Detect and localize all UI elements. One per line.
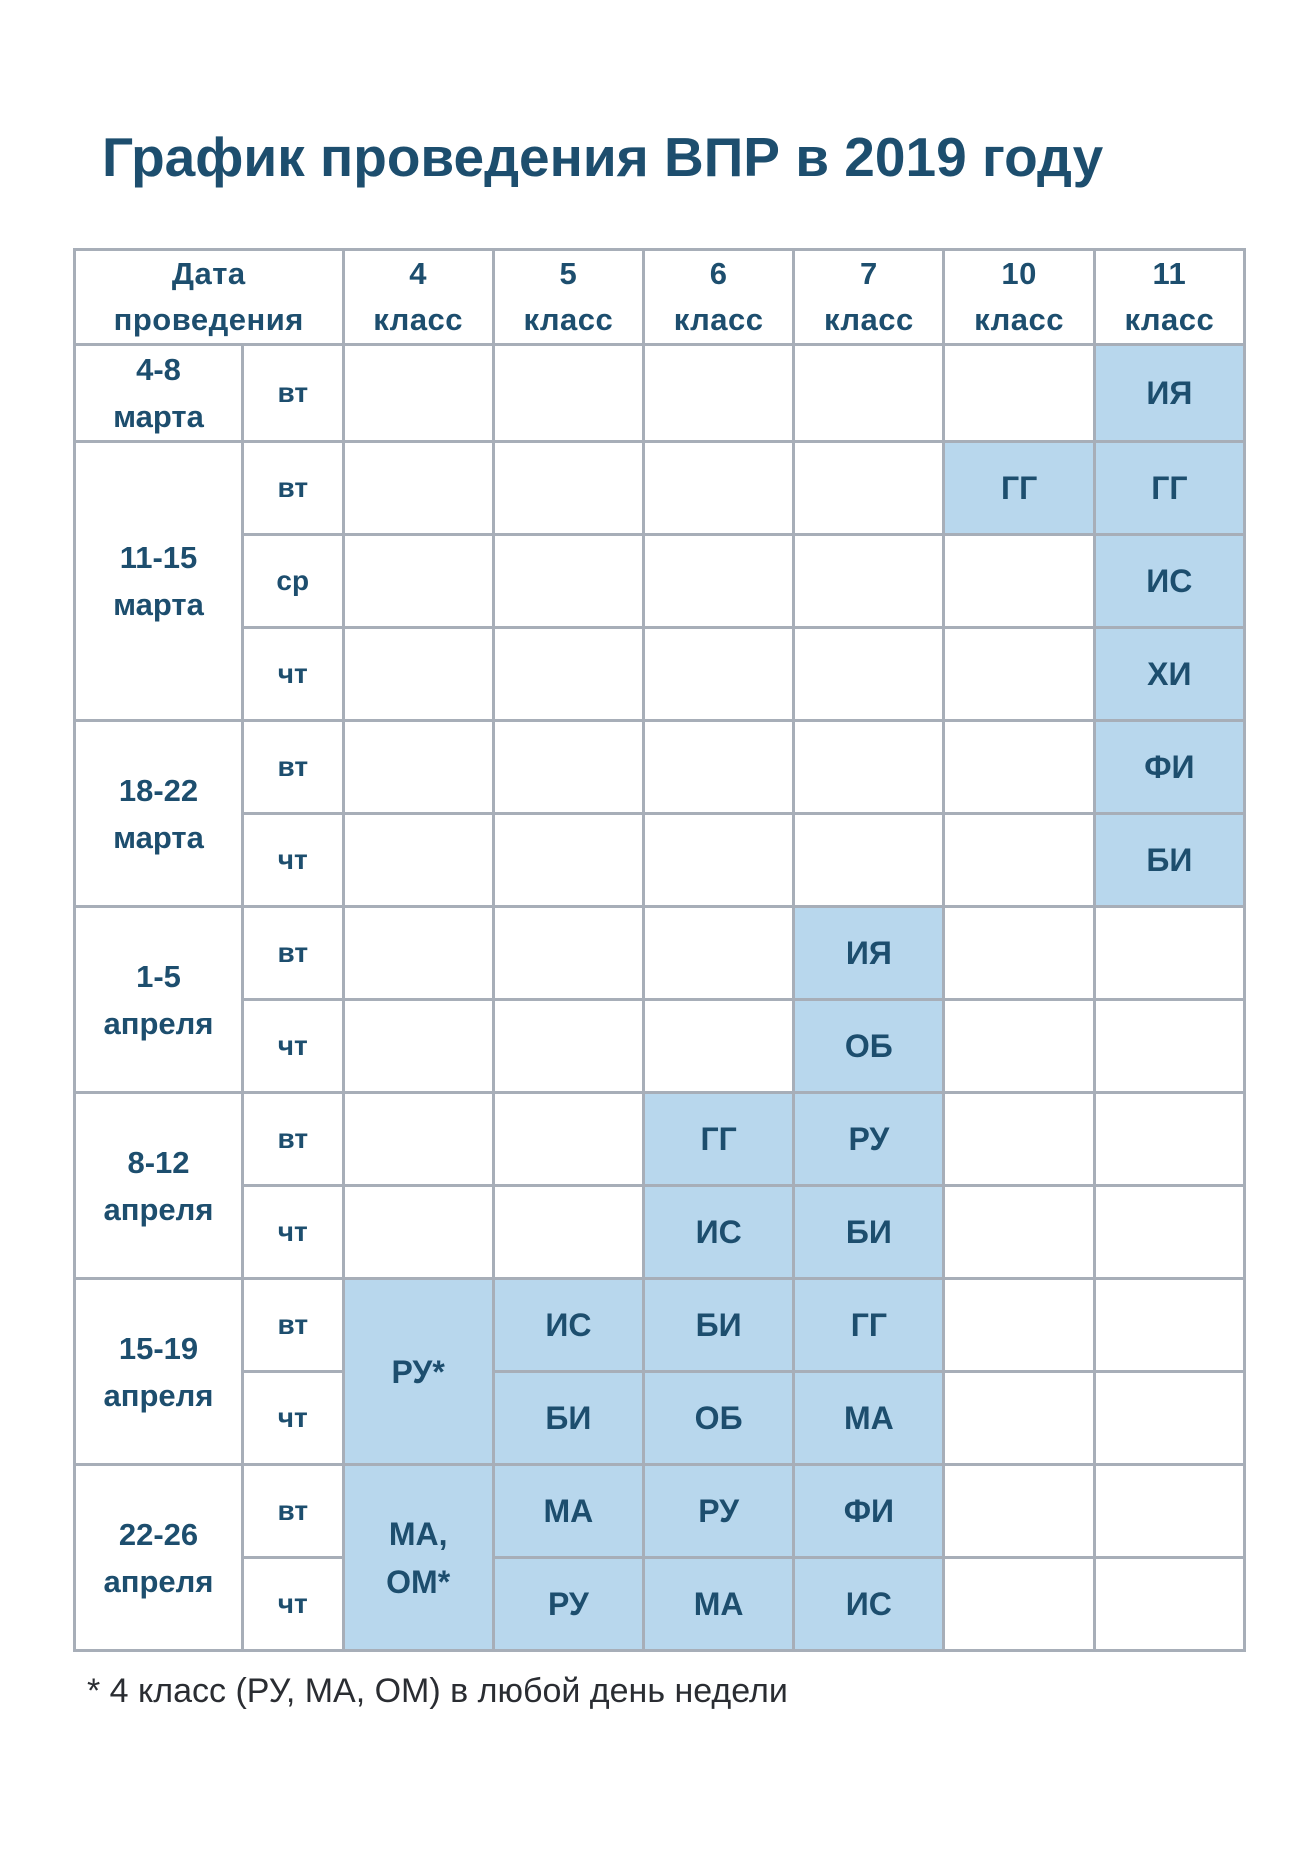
week-date-line2: апреля: [103, 1191, 214, 1227]
grade-cell: [493, 907, 643, 1000]
table-row: [75, 907, 1245, 1000]
header-grade-5: [493, 250, 643, 345]
subject-cell: МА: [644, 1558, 794, 1651]
grade-cell: [944, 1558, 1094, 1651]
table-row: [75, 1093, 1245, 1186]
grade-cell: [1094, 1465, 1244, 1558]
day-cell: вт: [242, 1279, 343, 1372]
grade-cell: [644, 628, 794, 721]
week-date-line1: 1-5: [136, 958, 181, 994]
grade-cell: [343, 1186, 493, 1279]
table-row: [75, 345, 1245, 442]
grade-cell: [944, 1465, 1094, 1558]
week-date-cell: [75, 1279, 243, 1465]
grade-cell: [343, 907, 493, 1000]
subject-cell: МА: [794, 1372, 944, 1465]
grade-cell: [493, 1186, 643, 1279]
table-row: [75, 1279, 1245, 1372]
grade-cell: [944, 814, 1094, 907]
week-date-cell: [75, 1465, 243, 1651]
grade-cell: [493, 1093, 643, 1186]
header-grade-11: [1094, 250, 1244, 345]
subject-cell: ИЯ: [1094, 345, 1244, 442]
week-date-line1: 4-8: [136, 352, 181, 387]
grade-cell: [944, 907, 1094, 1000]
subject-line2: ОМ*: [386, 1563, 451, 1600]
grade-cell: [343, 345, 493, 442]
week-date-line2: марта: [113, 399, 204, 434]
subject-cell: МА: [493, 1465, 643, 1558]
week-date-cell: [75, 1093, 243, 1279]
subject-cell: ГГ: [1094, 442, 1244, 535]
grade-label: класс: [974, 302, 1064, 337]
grade-number: 11: [1152, 256, 1187, 291]
grade-cell: [644, 442, 794, 535]
grade-cell: [493, 535, 643, 628]
grade-cell: [794, 721, 944, 814]
grade-cell: [944, 721, 1094, 814]
grade-cell: [343, 442, 493, 535]
week-date-line2: марта: [113, 819, 204, 855]
grade-cell: [343, 814, 493, 907]
table-row: [75, 1186, 1245, 1279]
subject-cell: БИ: [644, 1279, 794, 1372]
grade-cell: [493, 442, 643, 535]
week-date-line2: марта: [113, 587, 204, 622]
subject-cell: БИ: [1094, 814, 1244, 907]
week-date-cell: [75, 721, 243, 907]
week-date-line2: апреля: [103, 1005, 214, 1041]
header-grade-4: [343, 250, 493, 345]
table-row: [75, 1000, 1245, 1093]
subject-cell: ИС: [794, 1558, 944, 1651]
grade-cell: [343, 628, 493, 721]
subject-cell: ОБ: [794, 1000, 944, 1093]
grade-number: 6: [709, 256, 728, 291]
day-cell: вт: [242, 907, 343, 1000]
header-grade-6: [644, 250, 794, 345]
grade-cell: [944, 628, 1094, 721]
table-row: [75, 535, 1245, 628]
grade-cell: [1094, 1372, 1244, 1465]
week-date-line1: 8-12: [127, 1144, 190, 1180]
grade-number: 7: [859, 256, 878, 291]
grade-cell: [493, 345, 643, 442]
grade-cell: [1094, 1186, 1244, 1279]
grade-cell: [794, 442, 944, 535]
week-date-line1: 18-22: [118, 772, 199, 808]
day-cell: чт: [242, 1558, 343, 1651]
grade-cell: [644, 721, 794, 814]
day-cell: ср: [242, 535, 343, 628]
grade-cell: [1094, 1093, 1244, 1186]
subject-cell: БИ: [493, 1372, 643, 1465]
table-row: [75, 1465, 1245, 1558]
subject-line1: МА,: [388, 1515, 448, 1552]
grade-cell: [1094, 1279, 1244, 1372]
table-row: [75, 814, 1245, 907]
week-date-cell: [75, 907, 243, 1093]
grade-cell: [944, 1000, 1094, 1093]
day-cell: вт: [242, 721, 343, 814]
grade-cell: [1094, 1558, 1244, 1651]
footnote: * 4 класс (РУ, МА, ОМ) в любой день недели: [87, 1672, 788, 1710]
grade-cell: [343, 1000, 493, 1093]
subject-cell: ФИ: [794, 1465, 944, 1558]
grade-cell: [794, 814, 944, 907]
grade-cell: [794, 345, 944, 442]
table-row: [75, 442, 1245, 535]
subject-cell: ИС: [1094, 535, 1244, 628]
header-grade-10: [944, 250, 1094, 345]
grade-cell: [343, 535, 493, 628]
week-date-line1: 15-19: [118, 1330, 199, 1366]
grade-cell: [1094, 907, 1244, 1000]
grade-cell: [644, 814, 794, 907]
grade-cell: [644, 907, 794, 1000]
subject-cell: РУ: [493, 1558, 643, 1651]
day-cell: чт: [242, 1000, 343, 1093]
subject-cell: РУ: [644, 1465, 794, 1558]
grade-cell: [493, 721, 643, 814]
grade-label: класс: [673, 302, 764, 337]
header-date: [75, 250, 344, 345]
grade-label: класс: [823, 302, 914, 337]
header-grade-7: [794, 250, 944, 345]
subject-cell: РУ*: [343, 1279, 493, 1465]
grade-cell: [944, 1186, 1094, 1279]
subject-cell: ИС: [493, 1279, 643, 1372]
week-date-line1: 11-15: [119, 540, 198, 575]
subject-cell: РУ: [794, 1093, 944, 1186]
header-row: [75, 250, 1245, 345]
subject-cell: ИЯ: [794, 907, 944, 1000]
grade-cell: [944, 1093, 1094, 1186]
grade-cell: [1094, 1000, 1244, 1093]
page-title: График проведения ВПР в 2019 году: [102, 126, 1104, 188]
week-date-cell: [75, 442, 243, 721]
subject-cell: ОБ: [644, 1372, 794, 1465]
grade-number: 4: [409, 256, 428, 291]
grade-cell: [493, 628, 643, 721]
grade-number: 5: [559, 256, 578, 291]
week-date-line1: 22-26: [118, 1516, 199, 1552]
subject-cell: ХИ: [1094, 628, 1244, 721]
grade-cell: [794, 628, 944, 721]
table-row: [75, 1558, 1245, 1651]
grade-label: класс: [523, 302, 614, 337]
day-cell: чт: [242, 628, 343, 721]
grade-cell: [644, 1000, 794, 1093]
subject-cell: ГГ: [944, 442, 1094, 535]
day-cell: вт: [242, 1093, 343, 1186]
day-cell: вт: [242, 1465, 343, 1558]
grade-cell: [343, 721, 493, 814]
day-cell: чт: [242, 1186, 343, 1279]
grade-cell: [493, 814, 643, 907]
subject-cell: ГГ: [794, 1279, 944, 1372]
grade-number: 10: [1001, 256, 1037, 291]
grade-cell: [944, 1279, 1094, 1372]
week-date-cell: [75, 345, 243, 442]
grade-cell: [944, 1372, 1094, 1465]
table-row: [75, 721, 1245, 814]
subject-cell: [343, 1465, 493, 1651]
day-cell: чт: [242, 814, 343, 907]
week-date-line2: апреля: [103, 1563, 214, 1599]
grade-cell: [343, 1093, 493, 1186]
grade-cell: [644, 345, 794, 442]
subject-cell: БИ: [794, 1186, 944, 1279]
grade-cell: [944, 345, 1094, 442]
grade-label: класс: [373, 302, 464, 337]
day-cell: вт: [242, 442, 343, 535]
grade-label: класс: [1124, 302, 1215, 337]
day-cell: вт: [242, 345, 343, 442]
header-date-line1: Дата: [171, 256, 246, 291]
grade-cell: [794, 535, 944, 628]
grade-cell: [644, 535, 794, 628]
subject-cell: ИС: [644, 1186, 794, 1279]
header-date-line2: проведения: [113, 302, 304, 337]
table-row: [75, 1372, 1245, 1465]
grade-cell: [944, 535, 1094, 628]
schedule-table: [73, 248, 1246, 1652]
week-date-line2: апреля: [103, 1377, 214, 1413]
grade-cell: [493, 1000, 643, 1093]
subject-cell: ГГ: [644, 1093, 794, 1186]
table-row: [75, 628, 1245, 721]
subject-cell: ФИ: [1094, 721, 1244, 814]
day-cell: чт: [242, 1372, 343, 1465]
